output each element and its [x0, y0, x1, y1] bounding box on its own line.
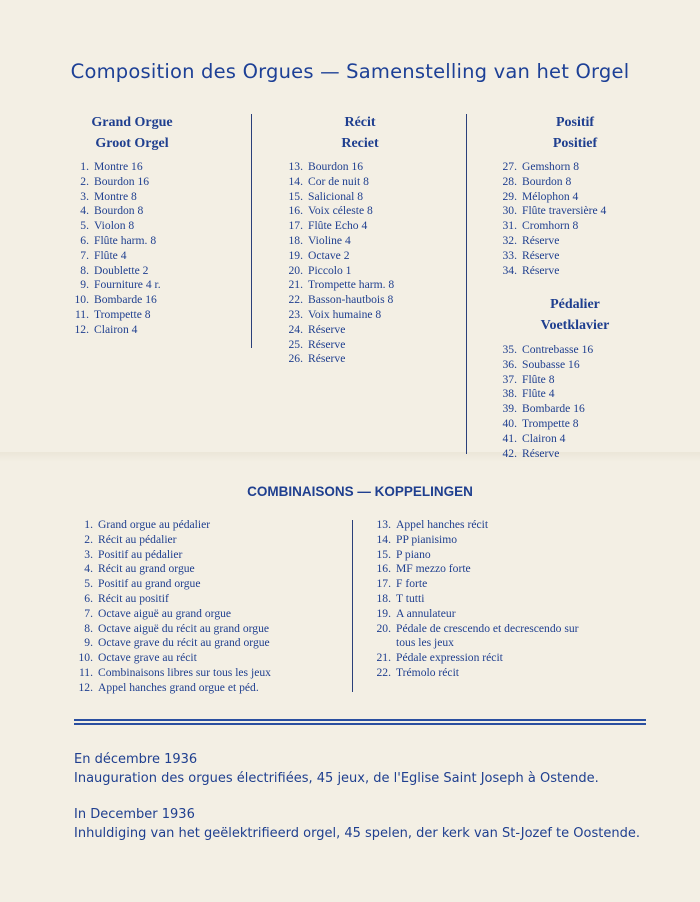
item-number: 5.: [80, 219, 89, 233]
list-item: [499, 175, 606, 190]
item-name: Réserve: [308, 352, 346, 366]
recit-heading-nl: Reciet: [341, 136, 379, 151]
list-item: [71, 234, 161, 249]
list-item: [75, 592, 271, 607]
item-number: 41.: [502, 431, 517, 445]
list-item: [285, 219, 394, 234]
list-item: [499, 234, 606, 249]
item-number: 3.: [84, 547, 93, 561]
item-number: 16.: [376, 562, 391, 576]
list-item: [499, 402, 593, 417]
list-item: [499, 249, 606, 264]
item-name: Montre 16: [94, 160, 143, 173]
item-name: Trompette 8: [522, 416, 579, 430]
item-name: Récit au pédalier: [98, 532, 177, 546]
list-item: [373, 622, 579, 637]
item-name: Bourdon 8: [94, 204, 144, 218]
item-number: 8.: [84, 621, 93, 635]
double-rule-bottom: [74, 723, 646, 725]
item-name: Voix céleste 8: [308, 204, 373, 218]
item-number: 33.: [502, 248, 517, 262]
item-name: Flûte 8: [522, 372, 555, 386]
item-name: Pédale de crescendo et decrescendo sur: [396, 621, 579, 635]
item-name: Doublette 2: [94, 263, 149, 277]
list-item: [75, 622, 271, 637]
list-item: [373, 666, 579, 681]
item-name: Réserve: [308, 322, 346, 336]
item-name: Soubasse 16: [522, 357, 580, 371]
item-number: 21.: [288, 278, 303, 292]
positif-heading: [515, 112, 635, 154]
item-number: 19.: [376, 606, 391, 620]
item-number: 22.: [376, 665, 391, 679]
item-number: 13.: [376, 518, 391, 531]
list-item: [373, 562, 579, 577]
footer-nl-date: In December 1936: [74, 807, 195, 822]
item-number: 16.: [288, 204, 303, 218]
item-number: 37.: [502, 372, 517, 386]
list-item: [373, 607, 579, 622]
footer-nl: [74, 805, 640, 843]
pedalier-heading: [515, 294, 635, 336]
item-name: Bourdon 16: [94, 174, 150, 188]
item-number: 22.: [288, 293, 303, 307]
item-number: 9.: [80, 278, 89, 292]
item-number: 2.: [84, 532, 93, 546]
list-item: [75, 651, 271, 666]
item-number: 8.: [80, 263, 89, 277]
item-name: Flûte 4: [94, 248, 127, 262]
combinaisons-left-list: [75, 518, 271, 696]
item-name: Réserve: [308, 337, 346, 351]
positif-list: [499, 160, 606, 278]
item-number: 11.: [78, 665, 93, 679]
list-item: [71, 175, 161, 190]
item-name: Clairon 4: [522, 431, 566, 445]
item-number: 14.: [288, 174, 303, 188]
item-name: Violine 4: [308, 233, 351, 247]
positif-heading-nl: Positief: [552, 136, 598, 151]
list-item: [71, 204, 161, 219]
item-name: Récit au grand orgue: [98, 562, 195, 576]
item-name: Trompette harm. 8: [308, 278, 395, 292]
item-number: 11.: [74, 307, 89, 321]
recit-heading-fr: Récit: [344, 115, 376, 130]
item-number: 32.: [502, 233, 517, 247]
item-name: Trompette 8: [94, 307, 151, 321]
item-number: 1.: [84, 518, 93, 531]
list-item: [373, 577, 579, 592]
list-item: [75, 562, 271, 577]
item-name: Flûte traversière 4: [522, 204, 607, 218]
list-item: [285, 323, 394, 338]
list-item: [285, 338, 394, 353]
list-item: [71, 190, 161, 205]
item-name: F forte: [396, 577, 428, 591]
combinaisons-right-list: [373, 518, 579, 681]
item-name: Octave aiguë du récit au grand orgue: [98, 621, 270, 635]
list-item: [285, 249, 394, 264]
grand-orgue-heading-fr: Grand Orgue: [91, 115, 173, 130]
item-number: 15.: [376, 547, 391, 561]
pedalier-list: [499, 343, 593, 461]
list-item: [75, 518, 271, 533]
item-name: Violon 8: [94, 219, 135, 233]
list-item: [499, 373, 593, 388]
item-name: Voix humaine 8: [308, 307, 382, 321]
list-item: [499, 204, 606, 219]
list-item: [285, 204, 394, 219]
item-number: 39.: [502, 402, 517, 416]
list-item: [75, 577, 271, 592]
item-name: Mélophon 4: [522, 189, 579, 203]
item-name: Cor de nuit 8: [308, 174, 369, 188]
list-item: [71, 278, 161, 293]
item-number: 2.: [80, 174, 89, 188]
list-item: [75, 533, 271, 548]
paper-fold: [0, 452, 700, 462]
item-number: 17.: [288, 219, 303, 233]
item-number: 34.: [502, 263, 517, 277]
item-name: tous les jeux: [396, 636, 454, 650]
list-item: [373, 548, 579, 563]
item-number: 40.: [502, 416, 517, 430]
item-number: 42.: [502, 446, 517, 460]
item-name: Réserve: [522, 446, 560, 460]
list-item: [71, 323, 161, 338]
item-name: Contrebasse 16: [522, 343, 594, 356]
item-number: 30.: [502, 204, 517, 218]
item-name: Flûte 4: [522, 387, 555, 401]
item-number: 6.: [84, 591, 93, 605]
item-name: Positif au pédalier: [98, 547, 183, 561]
item-number: 23.: [288, 307, 303, 321]
list-item: [499, 447, 593, 462]
recit-list: [285, 160, 394, 367]
footer-nl-text: Inhuldiging van het geëlektrifieerd orgel, 45 spelen, der kerk van St-Jozef te Oostende.: [74, 826, 640, 841]
item-number: 31.: [502, 219, 517, 233]
item-name: T tutti: [396, 591, 425, 605]
item-number: 6.: [80, 233, 89, 247]
grand-orgue-heading-nl: Groot Orgel: [95, 136, 169, 151]
item-number: 12.: [74, 322, 89, 336]
list-item: [71, 308, 161, 323]
item-number: 26.: [288, 352, 303, 366]
pedalier-heading-nl: Voetklavier: [540, 318, 610, 333]
item-name: Basson-hautbois 8: [308, 293, 394, 307]
item-number: 4.: [80, 204, 89, 218]
item-name: Bombarde 16: [522, 402, 585, 416]
item-name: Gemshorn 8: [522, 160, 579, 173]
list-item: [75, 636, 271, 651]
item-number: 18.: [288, 233, 303, 247]
list-item: [285, 352, 394, 367]
item-name: Salicional 8: [308, 189, 364, 203]
list-item: [373, 592, 579, 607]
list-item: [373, 533, 579, 548]
list-item: [373, 651, 579, 666]
recit-heading: [300, 112, 420, 154]
item-name: A annulateur: [396, 606, 456, 620]
list-item: [285, 190, 394, 205]
grand-orgue-list: [71, 160, 161, 338]
list-item: [71, 293, 161, 308]
item-number: 4.: [84, 562, 93, 576]
page-title: Composition des Orgues — Samenstelling van het Orgel: [70, 60, 630, 83]
item-name: Octave 2: [308, 248, 350, 262]
double-rule-top: [74, 719, 646, 721]
item-name: Récit au positif: [98, 591, 169, 605]
list-item: [285, 264, 394, 279]
item-number: 29.: [502, 189, 517, 203]
item-name: Octave grave au récit: [98, 651, 197, 665]
list-item: [285, 160, 394, 175]
list-item: [499, 432, 593, 447]
item-name: Fourniture 4 r.: [94, 278, 161, 292]
item-number: 27.: [502, 160, 517, 173]
list-item: [285, 293, 394, 308]
list-item: [499, 160, 606, 175]
item-number: 10.: [78, 651, 93, 665]
item-name: MF mezzo forte: [396, 562, 471, 576]
item-number: 24.: [288, 322, 303, 336]
item-number: 7.: [84, 606, 93, 620]
item-number: 10.: [74, 293, 89, 307]
item-name: Flûte harm. 8: [94, 233, 157, 247]
item-number: 9.: [84, 636, 93, 650]
item-number: 5.: [84, 577, 93, 591]
item-number: 1.: [80, 160, 89, 173]
item-name: Appel hanches grand orgue et péd.: [98, 680, 259, 694]
list-item: [75, 666, 271, 681]
column-divider-1: [251, 114, 252, 348]
item-number: 25.: [288, 337, 303, 351]
item-name: Pédale expression récit: [396, 651, 503, 665]
item-name: Réserve: [522, 233, 560, 247]
list-item: [71, 249, 161, 264]
item-name: Octave grave du récit au grand orgue: [98, 636, 270, 650]
list-item: [71, 160, 161, 175]
item-number: 14.: [376, 532, 391, 546]
list-item: [285, 175, 394, 190]
item-number: 21.: [376, 651, 391, 665]
pedalier-heading-fr: Pédalier: [550, 297, 600, 312]
list-item: [499, 358, 593, 373]
item-number: 20.: [288, 263, 303, 277]
item-number: 12.: [78, 680, 93, 694]
list-item: [499, 417, 593, 432]
item-number: 28.: [502, 174, 517, 188]
item-name: Bombarde 16: [94, 293, 157, 307]
item-name: Trémolo récit: [396, 665, 460, 679]
item-name: Montre 8: [94, 189, 137, 203]
item-number: 20.: [376, 621, 391, 635]
list-item: [285, 278, 394, 293]
item-number: 18.: [376, 591, 391, 605]
list-item: [75, 548, 271, 563]
list-item: [71, 264, 161, 279]
footer-fr-text: Inauguration des orgues électrifiées, 45 jeux, de l'Eglise Saint Joseph à Ostende.: [74, 771, 599, 786]
item-number: 3.: [80, 189, 89, 203]
list-item: [71, 219, 161, 234]
item-name: Réserve: [522, 263, 560, 277]
list-item: [285, 308, 394, 323]
item-name: Flûte Echo 4: [308, 219, 368, 233]
list-item: [499, 219, 606, 234]
list-item: [373, 518, 579, 533]
item-number: 38.: [502, 387, 517, 401]
item-name: Clairon 4: [94, 322, 138, 336]
combinaisons-heading: COMBINAISONS — KOPPELINGEN: [247, 484, 473, 499]
item-name: P piano: [396, 547, 431, 561]
item-name: Réserve: [522, 248, 560, 262]
item-name: Bourdon 8: [522, 174, 572, 188]
item-number: 7.: [80, 248, 89, 262]
item-name: Bourdon 16: [308, 160, 364, 173]
list-item: [499, 343, 593, 358]
item-number: 19.: [288, 248, 303, 262]
item-name: Cromhorn 8: [522, 219, 579, 233]
footer-fr: [74, 750, 599, 788]
combinaisons-divider: [352, 520, 353, 692]
item-name: Combinaisons libres sur tous les jeux: [98, 665, 271, 679]
item-name: Positif au grand orgue: [98, 577, 201, 591]
grand-orgue-heading: [74, 112, 190, 154]
item-number: 17.: [376, 577, 391, 591]
item-name: Grand orgue au pédalier: [98, 518, 211, 531]
positif-heading-fr: Positif: [555, 115, 595, 130]
item-name: PP pianisimo: [396, 532, 458, 546]
list-item: [499, 190, 606, 205]
list-item: [373, 636, 579, 651]
list-item: [75, 607, 271, 622]
item-number: 13.: [288, 160, 303, 173]
list-item: [499, 264, 606, 279]
item-number: 15.: [288, 189, 303, 203]
item-number: 35.: [502, 343, 517, 356]
list-item: [75, 681, 271, 696]
list-item: [499, 387, 593, 402]
item-name: Piccolo 1: [308, 263, 352, 277]
column-divider-2: [466, 114, 467, 454]
list-item: [285, 234, 394, 249]
item-name: Appel hanches récit: [396, 518, 489, 531]
item-name: Octave aiguë au grand orgue: [98, 606, 232, 620]
footer-fr-date: En décembre 1936: [74, 752, 198, 767]
item-number: 36.: [502, 357, 517, 371]
